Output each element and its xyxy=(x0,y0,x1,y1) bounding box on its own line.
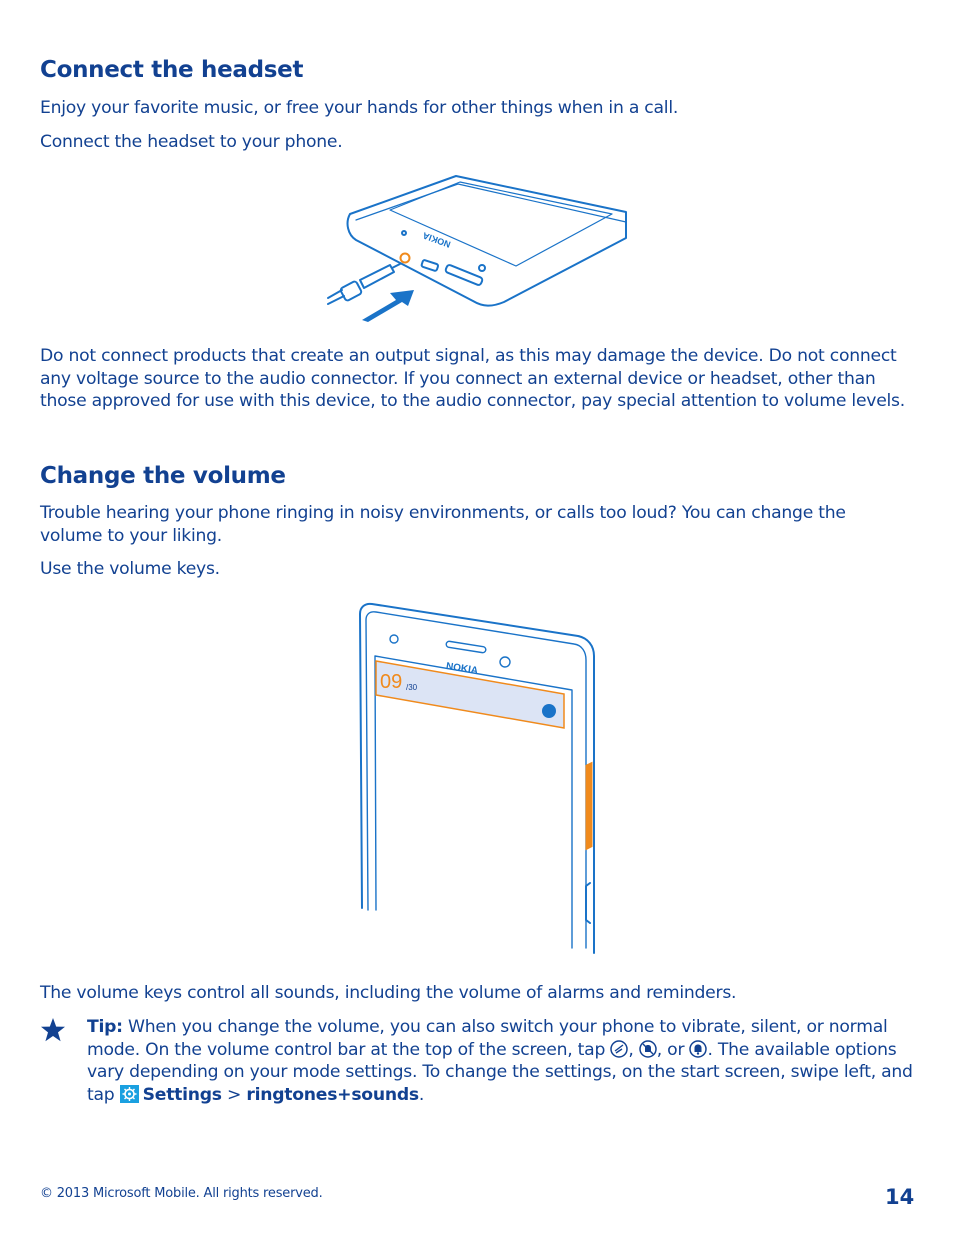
ringtones-sounds-label: ringtones+sounds xyxy=(246,1084,419,1105)
paragraph-intro-volume: Trouble hearing your phone ringing in noisy environments, or calls too loud? You can change the volume to your liking. xyxy=(40,503,846,546)
warning-paragraph: Do not connect products that create an output signal, as this may damage the device. Do not connect any voltage source to the audio connector. If you connect an external device or headset, other than those approved for use with this device, to the audio connector, pay special attention to volume levels. xyxy=(40,346,905,412)
settings-label: Settings xyxy=(142,1084,222,1105)
volume-keys-illustration xyxy=(350,598,610,958)
copyright-notice: © 2013 Microsoft Mobile. All rights reserved. xyxy=(40,1186,323,1201)
page-number: 14 xyxy=(885,1185,915,1209)
section-title-change-volume: Change the volume xyxy=(40,463,286,489)
silent-icon xyxy=(639,1040,657,1058)
tip-label: Tip: xyxy=(87,1017,123,1037)
tip-paragraph: Tip: When you change the volume, you can also switch your phone to vibrate, silent, or normal mode. On the volume control bar at the top of the screen, tap , , or . The available options vary depending on your mode settings. To change the settings, on the start screen, swipe left, and tap Settings > ringtones+sounds. xyxy=(87,1017,913,1105)
tip-text-2: . The available options vary depending on your mode settings. To change the settings, on the start screen, swipe left, and tap xyxy=(87,1039,913,1105)
tip-text-1: When you change the volume, you can also switch your phone to vibrate, silent, or normal mode. On the volume control bar at the top of the screen, tap xyxy=(87,1017,888,1060)
paragraph-intro-headset: Enjoy your favorite music, or free your hands for other things when in a call. xyxy=(40,98,679,118)
star-icon xyxy=(40,1017,66,1043)
lockscreen-day: 09 xyxy=(380,671,403,693)
volume-key xyxy=(587,764,591,848)
phone-brand-text: NOKIA xyxy=(421,230,452,250)
paragraph-connect-step: Connect the headset to your phone. xyxy=(40,132,343,152)
vibrate-icon xyxy=(610,1040,628,1058)
settings-icon xyxy=(120,1085,139,1103)
lockscreen-month: /30 xyxy=(406,683,418,692)
bell-icon xyxy=(542,704,556,718)
paragraph-volume-step: Use the volume keys. xyxy=(40,559,220,579)
phone-brand-text-front: NOKIA xyxy=(445,660,479,677)
paragraph-volume-note: The volume keys control all sounds, including the volume of alarms and reminders. xyxy=(40,983,737,1003)
section-title-connect-headset: Connect the headset xyxy=(40,57,304,83)
normal-mode-icon xyxy=(689,1040,707,1058)
headset-connection-illustration xyxy=(320,170,640,330)
